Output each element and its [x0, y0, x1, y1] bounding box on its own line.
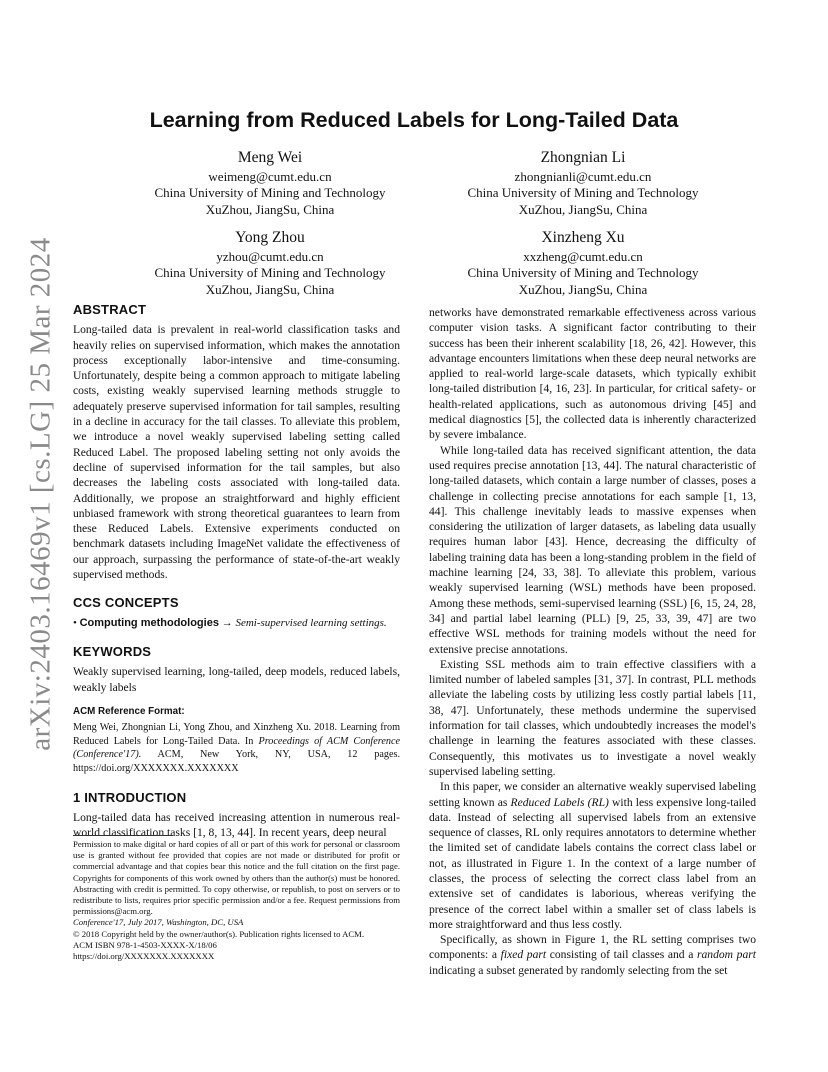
ccs-subconcept: Semi-supervised learning settings. [235, 616, 387, 629]
author-email: xxzheng@cumt.edu.cn [523, 249, 643, 264]
intro-p5-text: Specifically, as shown in Figure 1, the RL setting comprises two components: a [429, 933, 756, 962]
author-location: XuZhou, JiangSu, China [205, 281, 335, 297]
conference-name: Conference'17, July 2017, Washington, DC, USA [73, 917, 244, 928]
author-name: Yong Zhou [235, 229, 305, 246]
author-email: weimeng@cumt.edu.cn [208, 169, 332, 184]
isbn: ACM ISBN 978-1-4503-XXXX-X/18/06 [73, 939, 217, 950]
left-column [73, 302, 400, 840]
doi-link[interactable]: https://doi.org/XXXXXXX.XXXXXXX [73, 951, 215, 962]
ccs-bullet: • [73, 616, 80, 629]
intro-paragraph-4 [429, 779, 756, 932]
keywords-heading: KEYWORDS [73, 643, 152, 659]
ccs-concepts [73, 616, 400, 631]
paper-title: Learning from Reduced Labels for Long-Tailed Data [149, 108, 679, 132]
author-location: XuZhou, JiangSu, China [518, 281, 648, 297]
ccs-heading: CCS CONCEPTS [73, 595, 179, 611]
author-affiliation: China University of Mining and Technology [467, 265, 699, 281]
intro-p4-text-cont: with less expensive long-tailed data. Instead of selecting all supervised labels from an extensive sequence of classes, RL only requires annotators to determine whether the limited set of candidate labels contains the correct class label or not, as illustrated in Figure 1. In the context of a large number of classes, the process of selecting the correct class label from an extensive set of candidates is laborious, whereas verifying the presence of the correct label within a smaller set of class labels is more straightforward and thus less costly. [429, 795, 756, 931]
author-name: Zhongnian Li [540, 149, 626, 166]
introduction-heading: 1 INTRODUCTION [73, 789, 187, 805]
permission-notice: Permission to make digital or hard copies of all or part of this work for personal or classroom use is granted without fee provided that copies are not made or distributed for profit or commercial advantage and that copies bear this notice and the full citation on the first page. Copyrights for components of this work owned by others than the author(s) must be honored. Abstracting with credit is permitted. To copy otherwise, or republish, to post on servers or to redistribute to lists, requires prior specific permission and/or a fee. Request permissions from permissions@acm.org. [73, 839, 400, 917]
author-affiliation: China University of Mining and Technology [154, 185, 386, 201]
author-block [100, 148, 440, 218]
introduction-paragraph: Long-tailed data has received increasing attention in numerous real-world classification tasks [1, 8, 13, 44]. In recent years, deep neural [73, 810, 400, 840]
intro-p5-text-end: indicating a subset generated by randomly selecting from the set [429, 963, 728, 977]
abstract-heading: ABSTRACT [73, 302, 147, 317]
random-part-term: random part [696, 948, 756, 962]
copyright-notice: © 2018 Copyright held by the owner/author(s). Publication rights licensed to ACM. [73, 928, 365, 939]
author-email: yzhou@cumt.edu.cn [216, 249, 324, 264]
author-affiliation: China University of Mining and Technology [154, 265, 386, 281]
acm-reference-venue: Proceedings of ACM Conference (Conference'17). [73, 735, 400, 761]
acm-reference-publisher: ACM, New York, NY, USA, 12 pages. https://doi.org/XXXXXXX.XXXXXXX [73, 749, 400, 774]
author-email: zhongnianli@cumt.edu.cn [514, 169, 652, 184]
ccs-arrow: → [218, 616, 236, 629]
intro-paragraph-1: networks have demonstrated remarkable effectiveness across various computer vision tasks. A significant factor contributing to their success has been their inherent scalability [18, 26, 42]. However, this advantage encounters limitations when these deep neural networks are applied to real-world large-scale datasets, which typically exhibit long-tailed distribution [4, 16, 23]. In particular, for critical safety- or health-related applications, such as autonomous driving [45] and medical diagnostics [5], the collected data is inherently characterized by severe imbalance. [429, 306, 756, 442]
author-block [413, 148, 753, 218]
intro-p5-text-cont: consisting of tail classes and a [546, 948, 697, 962]
intro-paragraph-5 [429, 932, 756, 978]
author-location: XuZhou, JiangSu, China [205, 201, 335, 217]
arxiv-side-stamp [20, 237, 62, 751]
acm-reference-heading: ACM Reference Format: [73, 705, 185, 717]
arxiv-identifier: arXiv:2403.16469v1 [cs.LG] 25 Mar 2024 [24, 237, 57, 751]
abstract-text: Long-tailed data is prevalent in real-world classification tasks and heavily relies on supervised information, which makes the annotation process exceptionally labor-intensive and time-consuming. Unfortunately, despite being a common approach to mitigate labeling costs, existing weakly supervised learning methods struggle to adequately preserve supervised information for tail samples, resulting in a decline in accuracy for the tail classes. To alleviate this problem, we introduce a novel weakly supervised labeling setting called Reduced Label. The proposed labeling setting not only avoids the decline of supervised information for the tail samples, but also decreases the labeling costs associated with long-tailed data. Additionally, we propose an straightforward and highly efficient unbiased framework with strong theoretical guarantees to learn from these Reduced Labels. Extensive experiments conducted on benchmark datasets including ImageNet validate the effectiveness of our approach, surpassing the performance of state-of-the-art weakly supervised methods. [73, 323, 400, 582]
acm-reference-authors: Meng Wei, Zhongnian Li, Yong Zhou, and Xinzheng Xu. 2018. Learning from Reduced Labels for Long-Tailed Data. In [73, 722, 400, 747]
author-name: Meng Wei [237, 149, 303, 166]
right-column [429, 305, 756, 978]
author-name: Xinzheng Xu [541, 229, 625, 246]
author-affiliation: China University of Mining and Technology [467, 185, 699, 201]
acm-reference-text [73, 721, 400, 775]
ccs-concept: Computing methodologies [79, 616, 219, 629]
conference-info [73, 917, 400, 928]
intro-p4-text: In this paper, we consider an alternative weakly supervised labeling setting known as [429, 780, 756, 809]
reduced-labels-term: Reduced Labels (RL) [510, 795, 609, 809]
author-location: XuZhou, JiangSu, China [518, 201, 648, 217]
footnote [73, 839, 400, 962]
footnote-rule [73, 835, 173, 836]
author-block [100, 228, 440, 298]
intro-paragraph-2: While long-tailed data has received significant attention, the data used requires precise annotation [13, 44]. The natural characteristic of long-tailed datasets, which contain a large number of classes, poses a challenge in collecting precise annotations for each sample [1, 13, 44]. This challenge inevitably leads to massive expenses when considering the utilization of larger datasets, as labeling data usually requires human labor [43]. Hence, decreasing the difficulty of labeling training data has been a long-standing problem in the field of machine learning [24, 33, 38]. To alleviate this problem, various weakly supervised learning (WSL) methods have been proposed. Among these methods, semi-supervised learning (SSL) [6, 15, 24, 28, 34] and partial label learning (PLL) [9, 25, 33, 39, 47] are two effective WSL methods for training models without the need for extensive precise annotations. [429, 443, 756, 656]
fixed-part-term: fixed part [500, 948, 547, 962]
intro-paragraph-3: Existing SSL methods aim to train effective classifiers with a limited number of labeled samples [31, 37]. In contrast, PLL methods alleviate the labeling costs by utilizing less costly partial labels [11, 38, 47]. Unfortunately, these methods undermine the supervised information for tail classes, which undoubtedly increases the model's challenge in learning the features associated with these classes. Consequently, this motivates us to investigate a novel weakly supervised labeling setting. [429, 657, 756, 778]
keywords-text: Weakly supervised learning, long-tailed, deep models, reduced labels, weakly labels [73, 665, 400, 694]
author-block [413, 228, 753, 298]
